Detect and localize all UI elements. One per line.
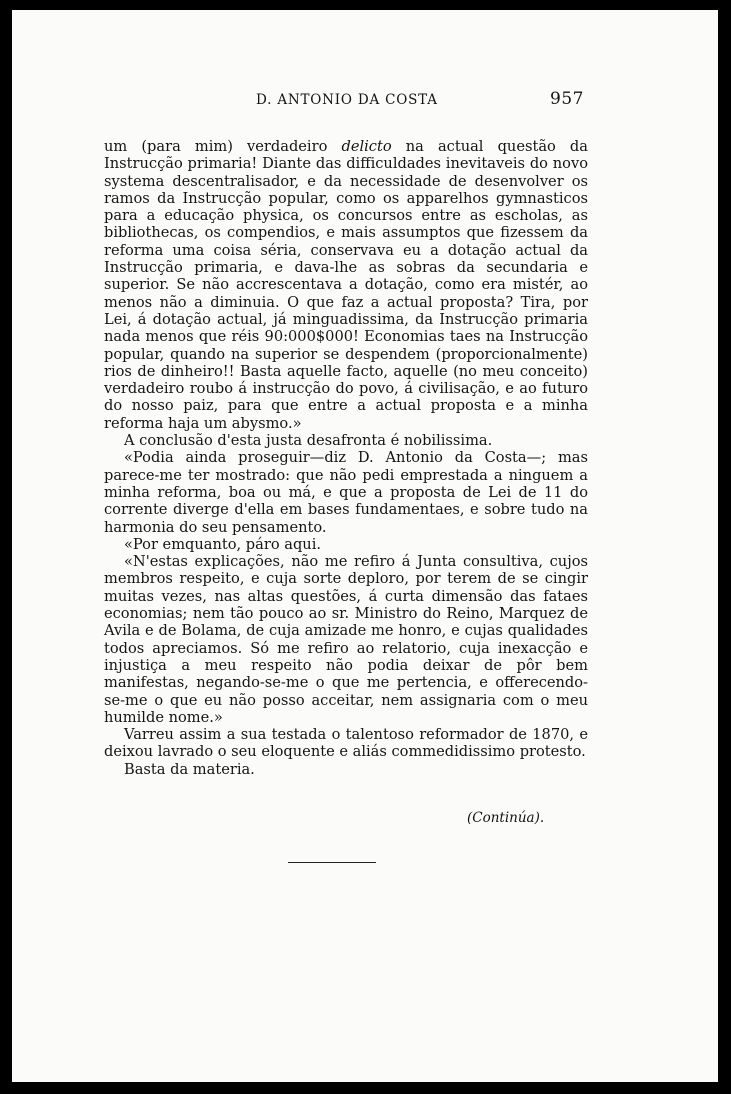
paragraph-4: «Por emquanto, páro aqui. [124, 535, 321, 553]
paragraph-3: «Podia ainda proseguir—diz D. Antonio da Costa—; mas parece-me ter mostrado: que não pedi emprestada a ninguem a minha reforma, boa ou má, e que a proposta de Lei de 11 do corrente diverge d'ella em bases fundamentaes, e sobre tudo na harmonia do seu pensamento. [104, 449, 588, 536]
continua-note: (Continúa). [467, 810, 545, 826]
body-text [104, 138, 588, 778]
paragraph-2: A conclusão d'esta justa desafronta é nobilissima. [124, 432, 493, 450]
paragraph-1-rest: na actual questão da Instrucção primaria! Diante das difficuldades inevitaveis do novo systema descentralisador, e da necessidade de desenvolver os ramos da Instrucção popular, como os apparelhos gymnasticos para a educação physica, os concursos entre as escholas, as bibliothecas, os compendios, e mais assumptos que fizessem da reforma uma coisa séria, conservava eu a dotação actual da Instrucção primaria, e dava-lhe as sobras da secundaria e superior. Se não accrescentava a dotação, como era mistér, ao menos não a diminuia. O que faz a actual proposta? Tira, por Lei, á dotação actual, já minguadissima, da Instrucção primaria nada menos que réis 90:000$000! Economias taes na Instrucção popular, quando na superior se despendem (proporcionalmente) rios de dinheiro!! Basta aquelle facto, aquelle (no meu conceito) verdadeiro roubo á instrucção do povo, á civilisação, e ao futuro do nosso paiz, para que entre a actual proposta e a minha reforma haja um abysmo.» [104, 138, 588, 432]
paragraph-6: Varreu assim a sua testada o talentoso reformador de 1870, e deixou lavrado o seu eloquente e aliás commedidissimo protesto. [104, 726, 588, 761]
italic-word: delicto [341, 138, 392, 155]
book-page [12, 10, 718, 1082]
running-head: D. ANTONIO DA COSTA [256, 92, 438, 108]
paragraph-5: «N'estas explicações, não me refiro á Junta consultiva, cujos membros respeito, e cuja sorte deploro, por terem de se cingir muitas vezes, nas altas questões, á curta dimensão das fataes economias; nem tão pouco ao sr. Ministro do Reino, Marquez de Avila e de Bolama, de cuja amizade me honro, e cujas qualidades todos apreciamos. Só me refiro ao relatorio, cuja inexacção e injustiça a meu respeito não podia deixar de pôr bem manifestas, negando-se-me o que me pertencia, e offerecendo-se-me o que eu não posso acceitar, nem assignaria com o meu humilde nome.» [104, 553, 588, 726]
end-rule [288, 862, 376, 863]
paragraph-7: Basta da materia. [124, 760, 255, 778]
paragraph-1 [104, 138, 588, 432]
page-number: 957 [550, 89, 584, 109]
paragraph-1-start: um (para mim) verdadeiro [104, 138, 342, 155]
